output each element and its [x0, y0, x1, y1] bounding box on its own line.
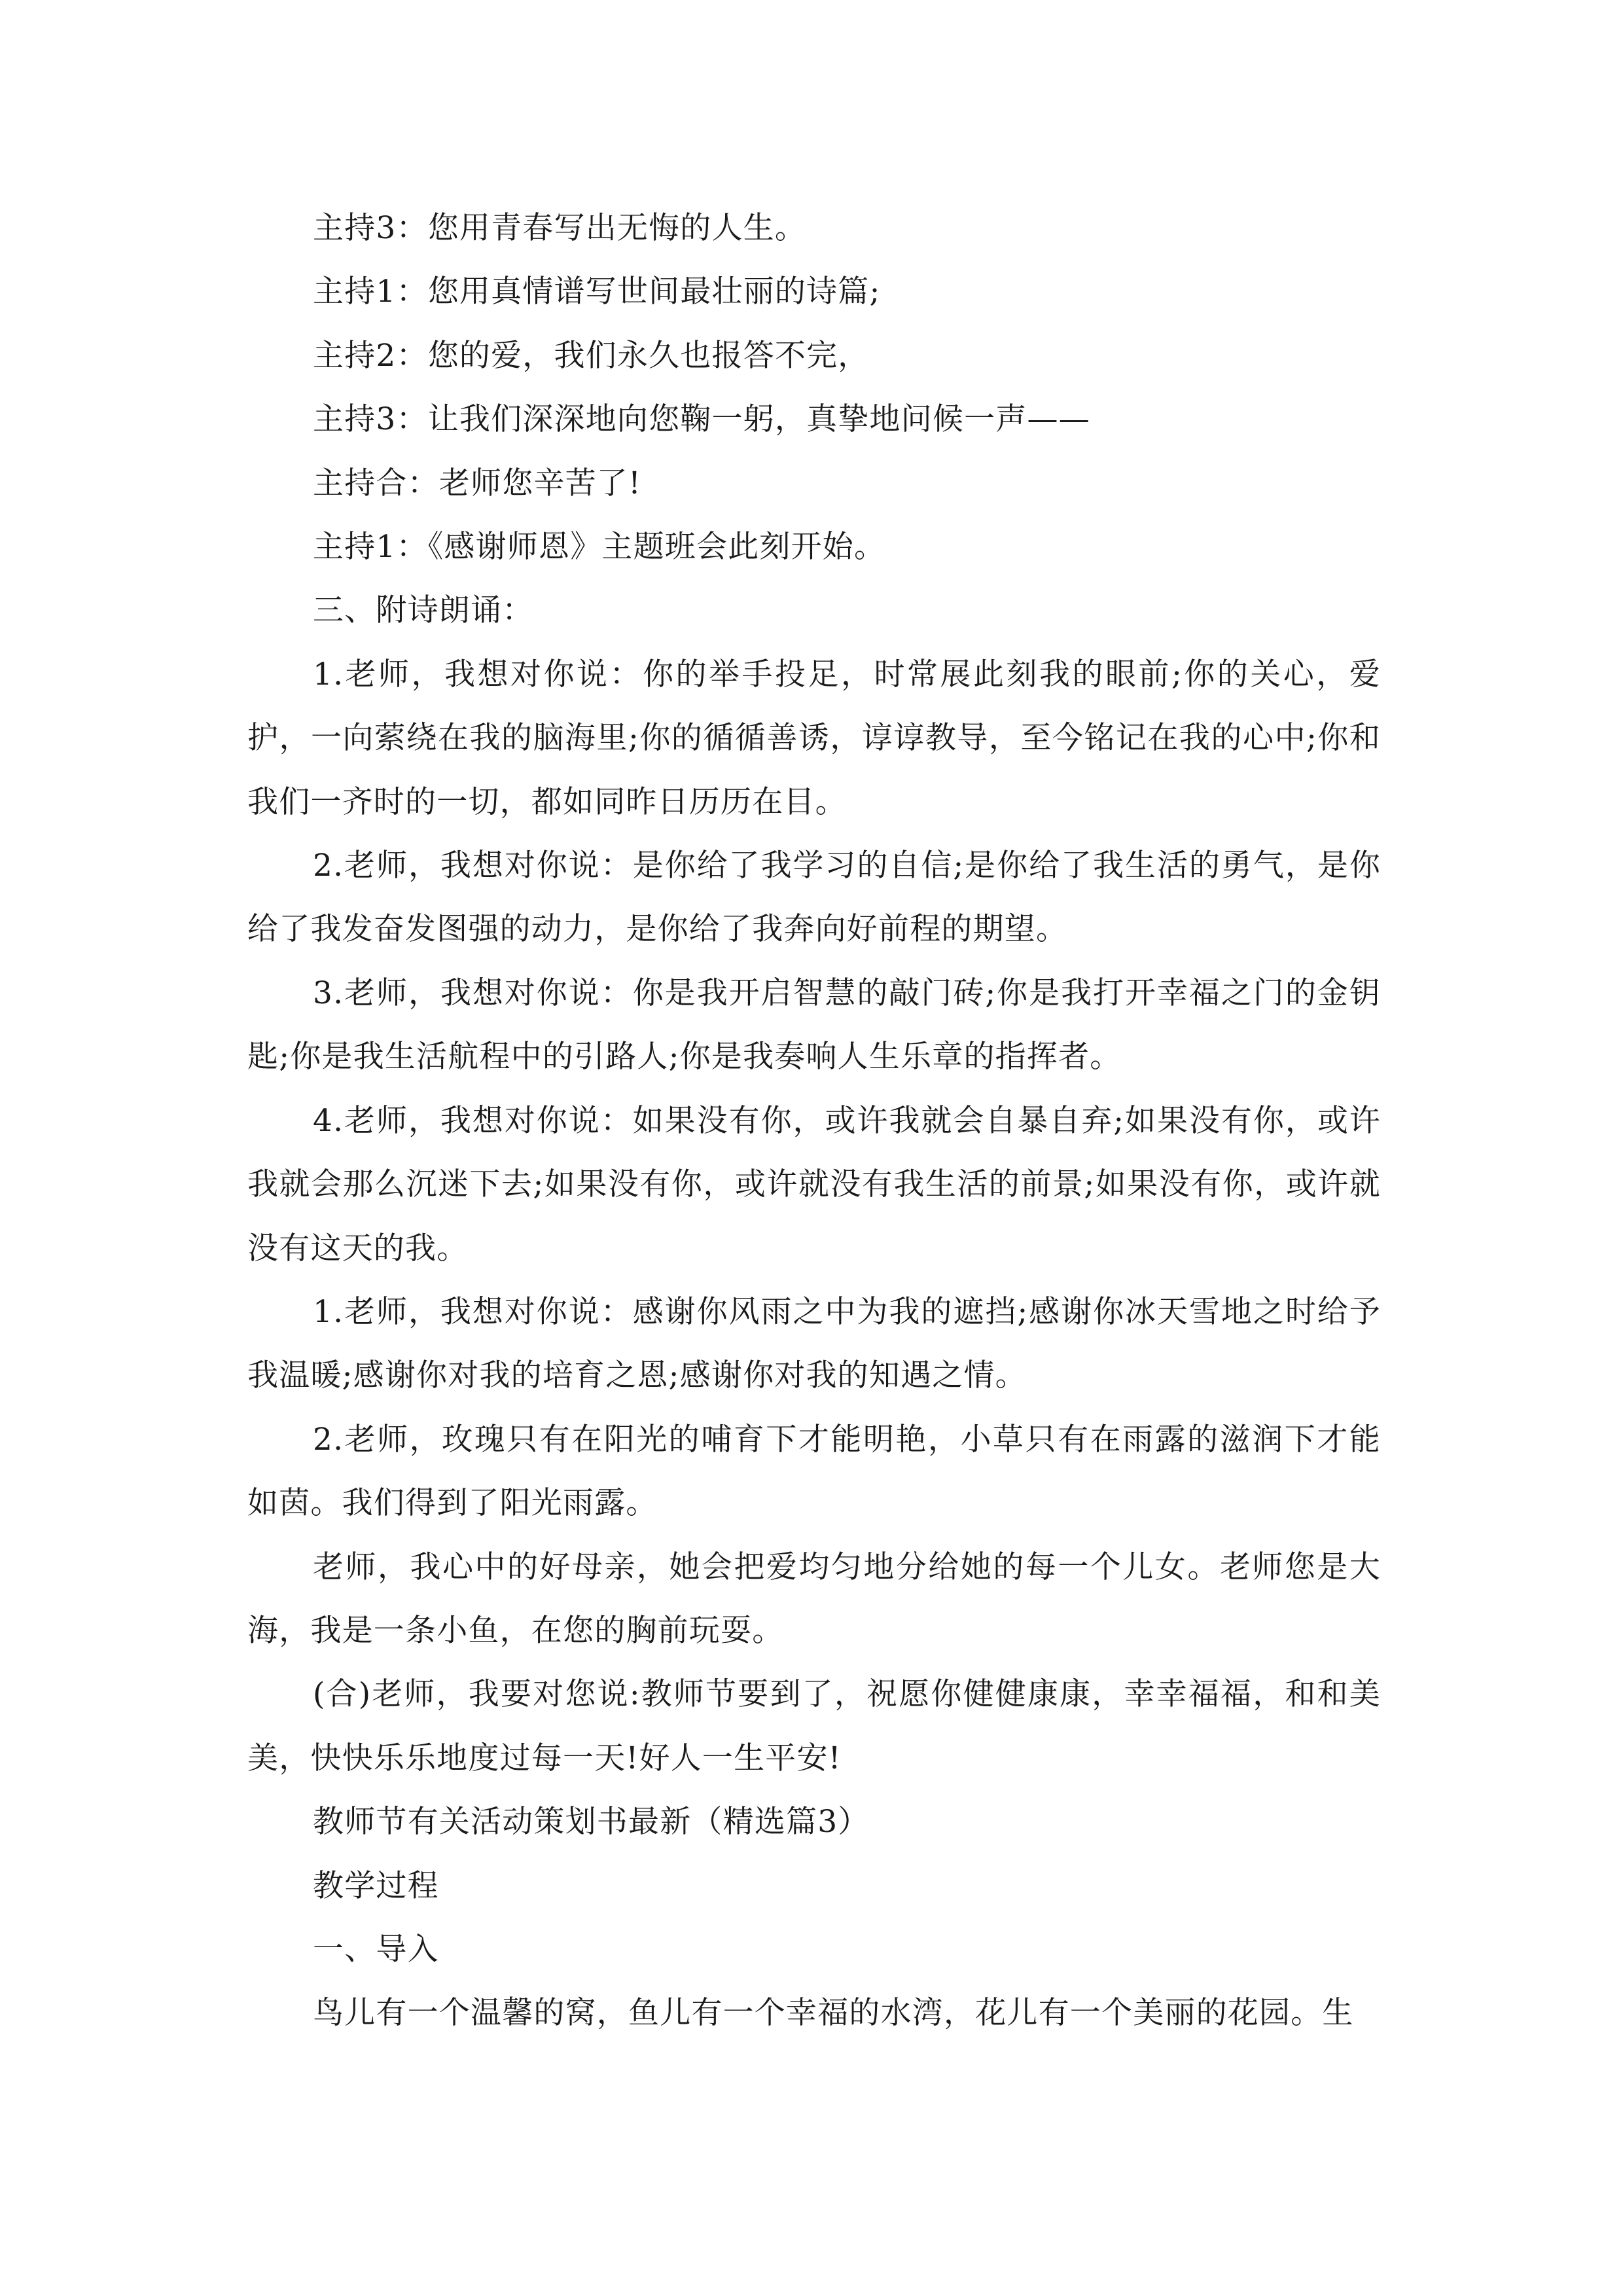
poem-paragraph-4: 4.老师，我想对你说：如果没有你，或许我就会自暴自弃;如果没有你，或许我就会那么沉迷下去;如果没有你，或许就没有我生活的前景;如果没有你，或许就没有这天的我。 — [247, 1102, 1381, 1266]
section-heading-introduction: 一、导入 — [313, 1931, 439, 1967]
dialogue-line-host2-love: 主持2：您的爱，我们永久也报答不完， — [313, 337, 870, 374]
section-heading-teaching-process: 教学过程 — [313, 1867, 439, 1904]
poem-paragraph-chorus: (合)老师，我要对您说:教师节要到了，祝愿你健健康康，幸幸福福，和和美美，快快乐乐地度过每一天!好人一生平安! — [247, 1676, 1381, 1776]
poem-paragraph-5: 1.老师，我想对你说：感谢你风雨之中为我的遮挡;感谢你冰天雪地之时给予我温暖;感谢你对我的培育之恩;感谢你对我的知遇之情。 — [247, 1293, 1381, 1394]
poem-paragraph-2: 2.老师，我想对你说：是你给了我学习的自信;是你给了我生活的勇气，是你给了我发奋发图强的动力，是你给了我奔向好前程的期望。 — [247, 848, 1381, 948]
dialogue-line-host1-poem: 主持1：您用真情谱写世间最壮丽的诗篇; — [313, 274, 881, 310]
dialogue-line-host3-bow: 主持3：让我们深深地向您鞠一躬，真挚地问候一声—— — [313, 401, 1090, 438]
poem-paragraph-6: 2.老师，玫瑰只有在阳光的哺育下才能明艳，小草只有在雨露的滋润下才能如茵。我们得到了阳光雨露。 — [247, 1421, 1381, 1522]
article-title-selection-3: 教师节有关活动策划书最新（精选篇3） — [313, 1804, 870, 1840]
document-body — [247, 196, 1381, 2045]
section-heading-poem-recital: 三、附诗朗诵： — [313, 592, 534, 629]
dialogue-line-all-thanks: 主持合：老师您辛苦了! — [313, 465, 642, 501]
intro-paragraph: 鸟儿有一个温馨的窝，鱼儿有一个幸福的水湾，花儿有一个美丽的花园。生 — [313, 1995, 1354, 2032]
poem-paragraph-1: 1.老师，我想对你说：你的举手投足，时常展此刻我的眼前;你的关心，爱护，一向萦绕在我的脑海里;你的循循善诱，谆谆教导，至今铭记在我的心中;你和我们一齐时的一切，都如同昨日历历在目。 — [247, 656, 1381, 820]
poem-paragraph-7: 老师，我心中的好母亲，她会把爱均匀地分给她的每一个儿女。老师您是大海，我是一条小鱼，在您的胸前玩耍。 — [247, 1549, 1381, 1649]
poem-paragraph-3: 3.老师，我想对你说：你是我开启智慧的敲门砖;你是我打开幸福之门的金钥匙;你是我生活航程中的引路人;你是我奏响人生乐章的指挥者。 — [247, 975, 1381, 1075]
dialogue-line-host3-youth: 主持3：您用青春写出无悔的人生。 — [313, 210, 807, 246]
dialogue-line-host1-start: 主持1：《感谢师恩》主题班会此刻开始。 — [313, 529, 886, 565]
